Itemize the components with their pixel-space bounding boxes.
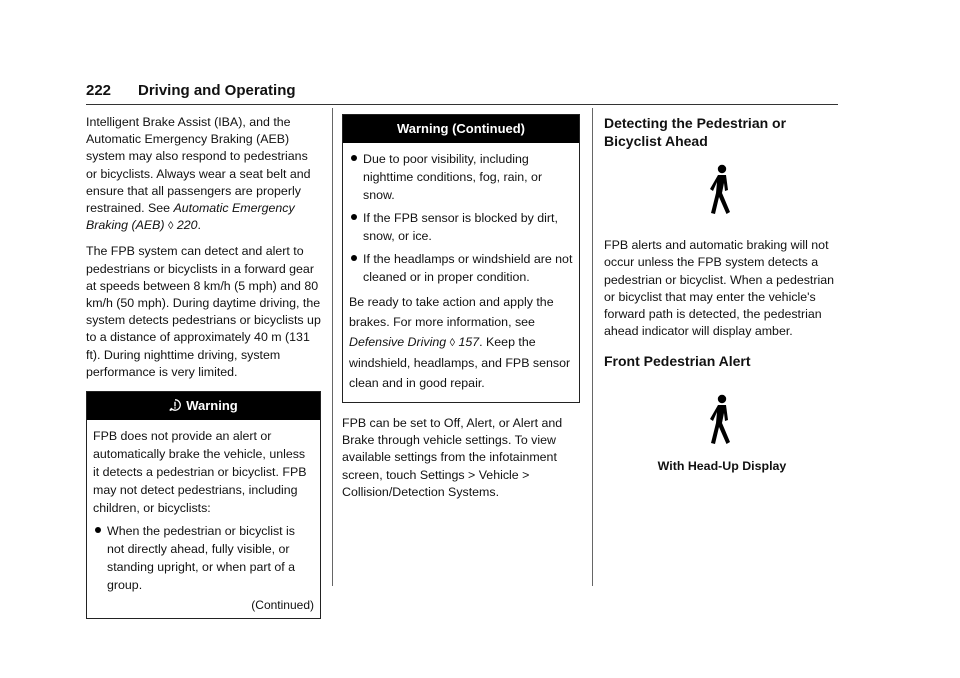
list-item: If the headlamps or windshield are not cleaned or in proper condition. (349, 250, 573, 286)
bullet-icon (351, 214, 357, 220)
reference-symbol: ◊ (167, 220, 174, 233)
page-reference[interactable]: 220 (176, 218, 198, 233)
continued-label: (Continued) (251, 598, 314, 613)
pedestrian-icon (704, 394, 740, 448)
paragraph-settings: FPB can be set to Off, Alert, or Alert and Brake through vehicle settings. To view available settings from the infotainment screen, touch Settings > Vehicle > Collision/Detection Systems. (342, 416, 563, 499)
paragraph-indicator: FPB alerts and automatic braking will not occur unless the FPB system detects a pedestrian or bicyclist. When a pedestrian or bicyclist that may enter the vehicle's forward path is detected, the pedestrian ahead indicator will display amber. (604, 238, 835, 339)
page-header (86, 82, 838, 105)
page-reference[interactable]: 157 (458, 335, 480, 349)
pedestrian-indicator-2 (604, 394, 840, 453)
warning-continued-header: Warning (Continued) (343, 115, 579, 143)
warning-list (93, 522, 314, 594)
warning-box (86, 391, 321, 619)
warning-icon (169, 399, 181, 411)
warning-body (87, 420, 320, 618)
heading-front-pedestrian-alert: Front Pedestrian Alert (604, 353, 751, 370)
page-number: 222 (86, 82, 112, 99)
defensive-driving-link[interactable]: Defensive Driving (349, 335, 447, 349)
list-item: When the pedestrian or bicyclist is not directly ahead, fully visible, or standing upright, or when part of a group. (93, 522, 314, 594)
pedestrian-indicator-1 (604, 164, 840, 223)
paragraph-detection-speed: The FPB system can detect and alert to pedestrians or bicyclists in a forward gear at speeds between 8 km/h (5 mph) and 80 km/h (50 mph). During daytime driving, the system detects pedestrians or bicyclists up to a distance of approximately 40 m (131 ft). During nighttime driving, system performance is very limited. (86, 244, 321, 379)
warning-continued-body (343, 143, 579, 402)
figure-caption: With Head-Up Display (657, 458, 787, 473)
column-2 (342, 114, 580, 509)
column-1 (86, 114, 321, 619)
bullet-icon (351, 255, 357, 261)
warning-header (87, 392, 320, 420)
column-divider-2 (592, 108, 593, 586)
list-item: If the FPB sensor is blocked by dirt, snow, or ice. (349, 209, 573, 245)
warning-continued-box (342, 114, 580, 403)
aeb-link[interactable]: Automatic Emergency Braking (AEB) (86, 201, 295, 233)
column-3 (604, 114, 840, 475)
warning-continued-text: Be ready to take action and apply the brakes. For more information, see Defensive Driving ◊ 157. Keep the windshield, headlamps, and FPB sensor clean and in good repair. (349, 295, 571, 390)
pedestrian-icon (704, 164, 740, 218)
warning-title: Warning (186, 398, 238, 414)
column-divider-1 (332, 108, 333, 586)
paragraph-iba: Intelligent Brake Assist (IBA), and the Automatic Emergency Braking (AEB) system may also respond to pedestrians or bicyclists. Always wear a seat belt and ensure that all passengers are properly restrained. See Automatic Emergency Braking (AEB) ◊ 220. (86, 115, 311, 233)
heading-detecting: Detecting the Pedestrian or Bicyclist Ahead (604, 115, 787, 149)
section-title: Driving and Operating (138, 82, 296, 99)
warning-text: FPB does not provide an alert or automatically brake the vehicle, unless it detects a pedestrian or bicyclist. FPB may not detect pedestrians, including children, or bicyclists: (93, 429, 307, 516)
bullet-icon (95, 527, 101, 533)
reference-symbol: ◊ (449, 337, 455, 349)
bullet-icon (351, 155, 357, 161)
warning-continued-list (349, 150, 573, 286)
list-item: Due to poor visibility, including nighttime conditions, fog, rain, or snow. (349, 150, 573, 204)
